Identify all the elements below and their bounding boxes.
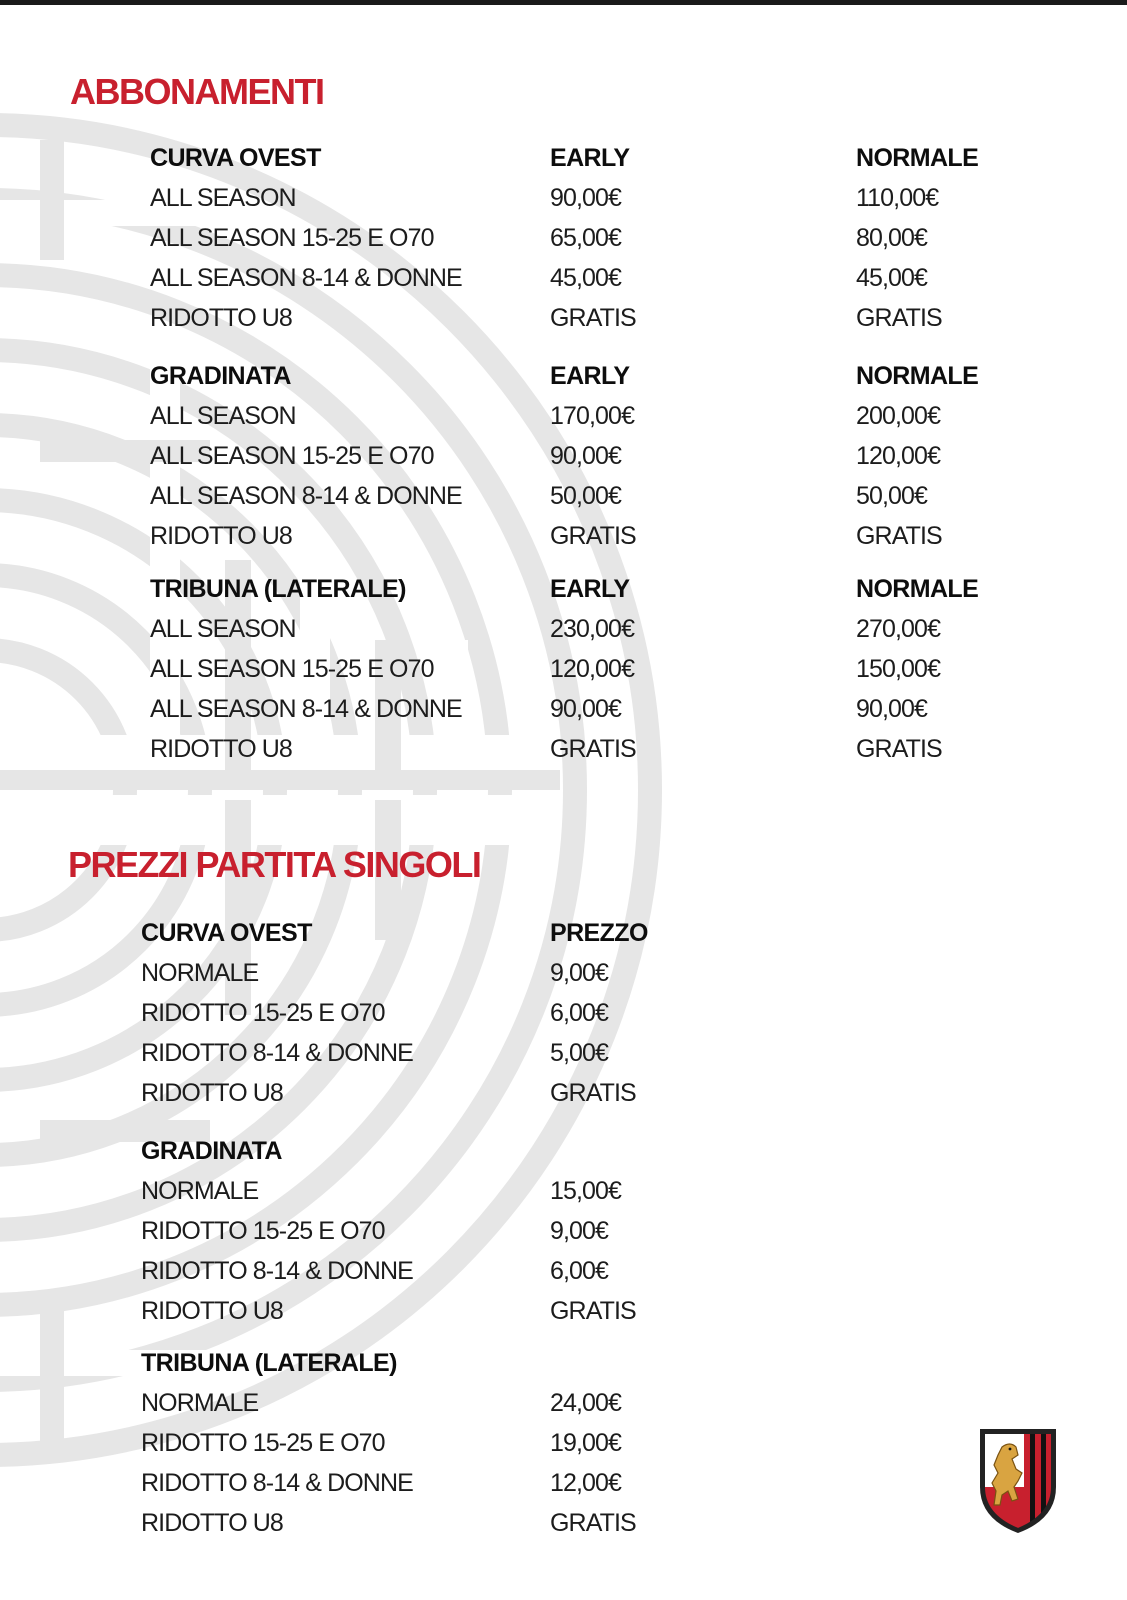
row-label: RIDOTTO U8 [141, 1297, 283, 1325]
row-label: RIDOTTO 8-14 & DONNE [141, 1469, 413, 1497]
price-normale: 80,00€ [856, 224, 928, 252]
column-early: EARLY [550, 144, 630, 172]
row-label: NORMALE [141, 959, 259, 987]
row-label: ALL SEASON 8-14 & DONNE [150, 264, 462, 292]
price: 9,00€ [550, 1217, 609, 1245]
row-label: ALL SEASON 8-14 & DONNE [150, 482, 462, 510]
price-normale: 200,00€ [856, 402, 941, 430]
row-label: ALL SEASON [150, 402, 296, 430]
price-early: 170,00€ [550, 402, 635, 430]
price: GRATIS [550, 1079, 636, 1107]
price-normale: GRATIS [856, 522, 942, 550]
price-normale: 150,00€ [856, 655, 941, 683]
price: 19,00€ [550, 1429, 622, 1457]
price-normale: 110,00€ [856, 184, 939, 212]
singoli-title: PREZZI PARTITA SINGOLI [68, 844, 481, 885]
row-label: RIDOTTO 8-14 & DONNE [141, 1257, 413, 1285]
price-early: GRATIS [550, 735, 636, 763]
row-label: RIDOTTO U8 [141, 1509, 283, 1537]
price: 5,00€ [550, 1039, 609, 1067]
row-label: ALL SEASON 15-25 E O70 [150, 224, 434, 252]
price-normale: 90,00€ [856, 695, 928, 723]
row-label: RIDOTTO U8 [141, 1079, 283, 1107]
sector-name: CURVA OVEST [141, 919, 312, 947]
row-label: NORMALE [141, 1389, 259, 1417]
price-early: 120,00€ [550, 655, 635, 683]
price: 9,00€ [550, 959, 609, 987]
price-early: 230,00€ [550, 615, 635, 643]
price: GRATIS [550, 1509, 636, 1537]
row-label: RIDOTTO U8 [150, 304, 292, 332]
column-normale: NORMALE [856, 144, 979, 172]
price-normale: 45,00€ [856, 264, 928, 292]
row-label: RIDOTTO U8 [150, 735, 292, 763]
price-early: 45,00€ [550, 264, 622, 292]
column-prezzo: PREZZO [550, 919, 648, 947]
price-early: 90,00€ [550, 442, 622, 470]
row-label: ALL SEASON [150, 184, 296, 212]
price-normale: GRATIS [856, 735, 942, 763]
row-label: RIDOTTO 8-14 & DONNE [141, 1039, 413, 1067]
price: 15,00€ [550, 1177, 622, 1205]
abbonamenti-title: ABBONAMENTI [70, 71, 324, 112]
price-early: GRATIS [550, 522, 636, 550]
price: GRATIS [550, 1297, 636, 1325]
row-label: RIDOTTO 15-25 E O70 [141, 999, 385, 1027]
price-early: GRATIS [550, 304, 636, 332]
price: 6,00€ [550, 999, 609, 1027]
column-normale: NORMALE [856, 362, 979, 390]
club-crest-icon [978, 1425, 1058, 1533]
sector-name: GRADINATA [150, 362, 291, 390]
price-normale: 50,00€ [856, 482, 928, 510]
row-label: ALL SEASON 15-25 E O70 [150, 442, 434, 470]
row-label: RIDOTTO U8 [150, 522, 292, 550]
price-early: 65,00€ [550, 224, 622, 252]
price-normale: 270,00€ [856, 615, 941, 643]
row-label: ALL SEASON 8-14 & DONNE [150, 695, 462, 723]
column-early: EARLY [550, 575, 630, 603]
price: 12,00€ [550, 1469, 622, 1497]
price-early: 50,00€ [550, 482, 622, 510]
sector-name: TRIBUNA (LATERALE) [141, 1349, 397, 1377]
price-early: 90,00€ [550, 184, 622, 212]
row-label: ALL SEASON 15-25 E O70 [150, 655, 434, 683]
row-label: RIDOTTO 15-25 E O70 [141, 1217, 385, 1245]
price-early: 90,00€ [550, 695, 622, 723]
sector-name: TRIBUNA (LATERALE) [150, 575, 406, 603]
sector-name: GRADINATA [141, 1137, 282, 1165]
row-label: NORMALE [141, 1177, 259, 1205]
row-label: RIDOTTO 15-25 E O70 [141, 1429, 385, 1457]
row-label: ALL SEASON [150, 615, 296, 643]
column-normale: NORMALE [856, 575, 979, 603]
sector-name: CURVA OVEST [150, 144, 321, 172]
column-early: EARLY [550, 362, 630, 390]
price: 24,00€ [550, 1389, 622, 1417]
price-normale: GRATIS [856, 304, 942, 332]
price-normale: 120,00€ [856, 442, 941, 470]
price: 6,00€ [550, 1257, 609, 1285]
